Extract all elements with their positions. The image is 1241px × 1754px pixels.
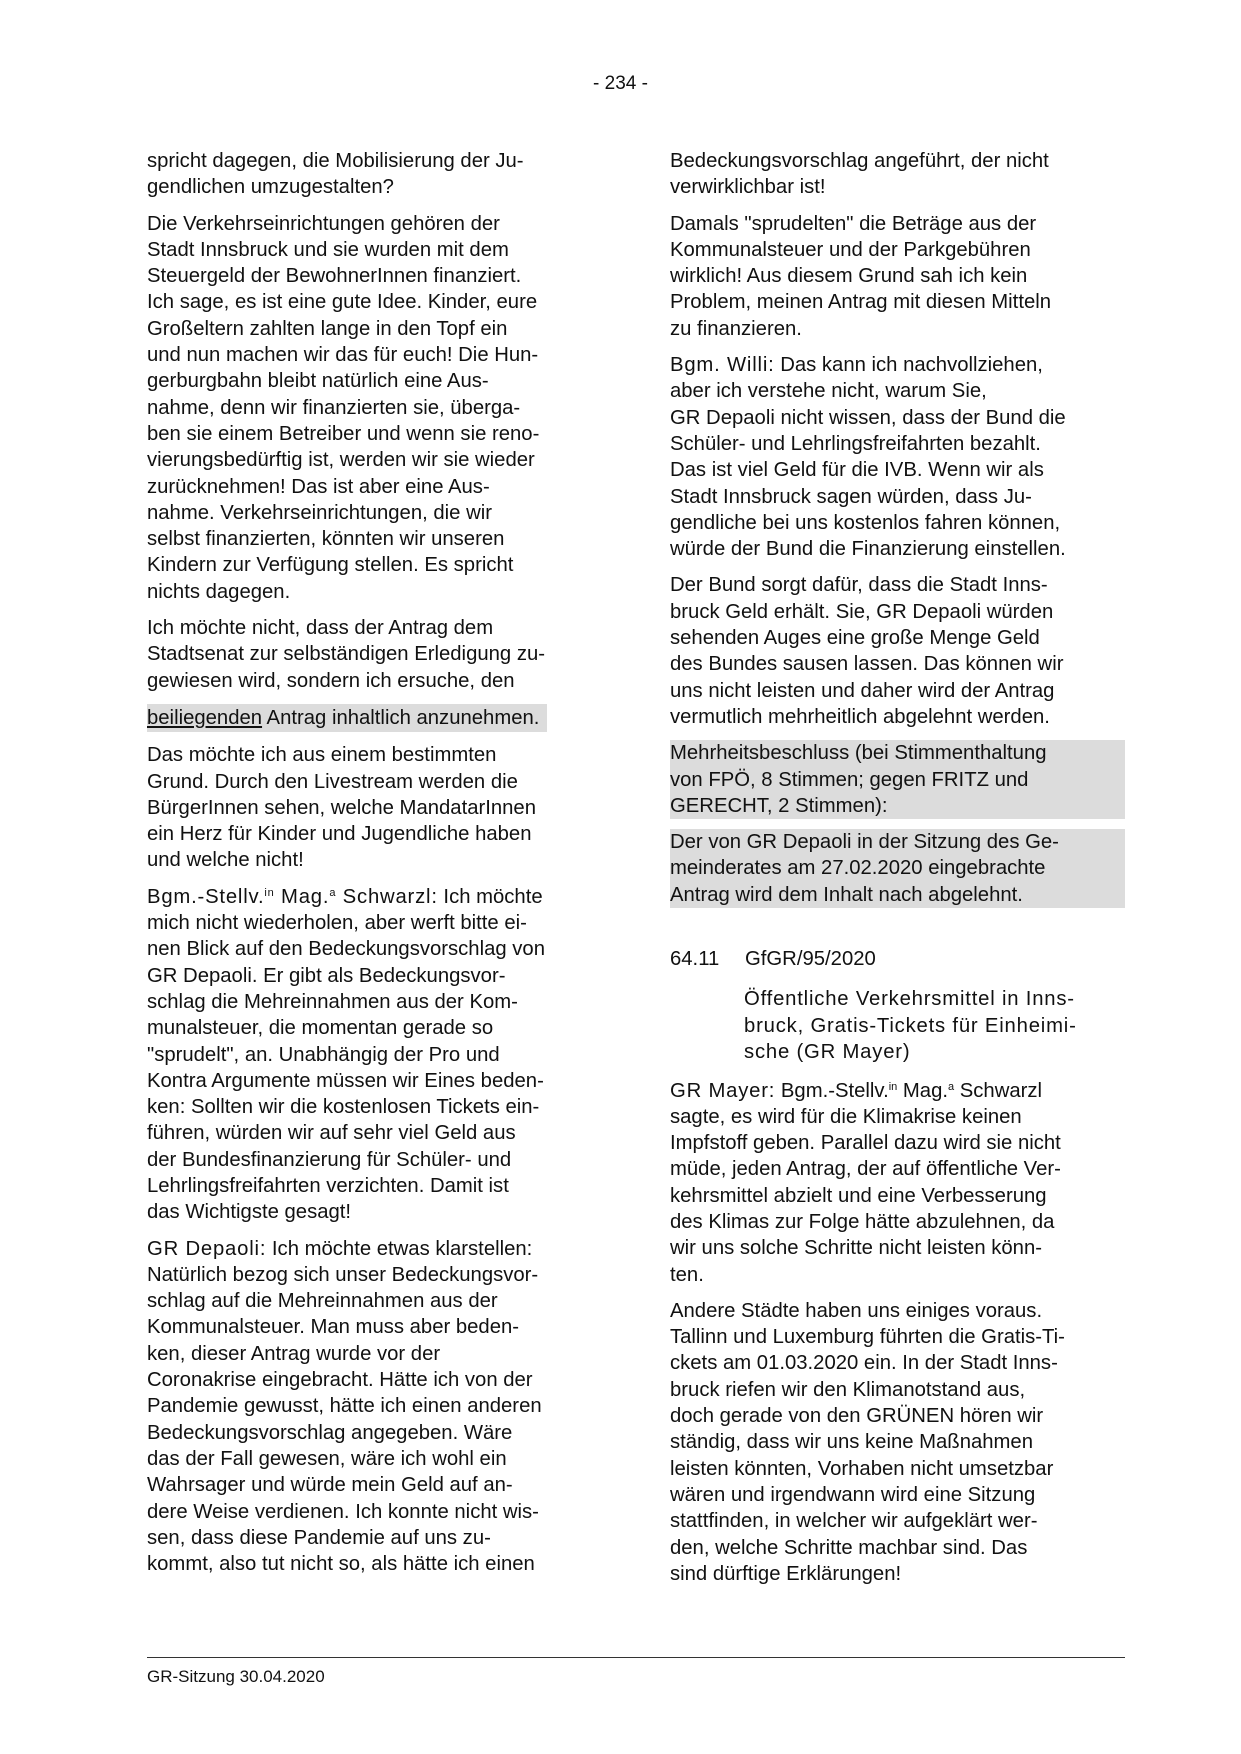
highlighted-motion-line: [147, 704, 597, 732]
paragraph: spricht dagegen, die Mobilisierung der Ju- gendlichen umzugestalten?: [147, 150, 524, 199]
speech-mayer: GR Mayer: Bgm.-Stellv.$^{in}$ Mag.$^a$ Schwarzl sagte, es wird für die Klimakrise keinen Impfstoff geben. Parallel dazu wird sie nicht müde, jeden Antrag, der auf öffentliche Ver- kehrsmittel abzielt und eine Verbesserung des Klimas zur Folge hätte abzulehnen, da wir uns solche Schritte nicht leisten könn- ten.: [670, 1079, 1061, 1286]
paragraph: Das möchte ich aus einem bestimmten Grund. Durch den Livestream werden die BürgerInnen sehen, welche MandatarInnen ein Herz für Kinder und Jugendliche haben und welche nicht!: [147, 744, 536, 872]
paragraph: Andere Städte haben uns einiges voraus. Tallinn und Luxemburg führten die Gratis-Ti- ckets am 01.03.2020 ein. In der Stadt Inns- bruck riefen wir den Klimanotstand aus, doch gerade von den GRÜNEN hören wir ständig, dass wir uns keine Maßnahmen leisten könnten, Vorhaben nicht umsetzbar wären und irgendwann wird eine Sitzung stattfinden, in welcher wir aufgeklärt wer- den, welche Schritte machbar sind. Das sind dürftige Erklärungen!: [670, 1299, 1065, 1585]
speaker-name: GR Mayer:: [670, 1079, 776, 1102]
decision-text: Der von GR Depaoli in der Sitzung des Ge- meinderates am 27.02.2020 eingebrachte Antrag wird dem Inhalt nach abgelehnt.: [670, 829, 1125, 908]
speaker-name: Bgm. Willi:: [670, 354, 775, 377]
speech-text: Das kann ich nachvollziehen,: [774, 354, 1043, 377]
footer-divider: [147, 1657, 1125, 1658]
agenda-code: GfGR/95/2020: [745, 948, 876, 971]
speaker-name: Bgm.-Stellv.$^{in}$ Mag.$^a$ Schwarzl:: [147, 885, 438, 908]
motion-text: Antrag inhaltlich anzunehmen.: [262, 706, 540, 729]
paragraph: Die Verkehrseinrichtungen gehören der Stadt Innsbruck und sie wurden mit dem Steuergeld der BewohnerInnen finanziert. Ich sage, es ist eine gute Idee. Kinder, eure Großeltern zahlten lange in den Topf ein und nun machen wir das für euch! Die Hun- gerburgbahn bleibt natürlich eine Aus- nahme, denn wir finanzierten sie, überga- ben sie einem Betreiber und wenn sie reno- vierungsbedürftig ist, werden wir sie wieder zurücknehmen! Das ist aber eine Aus- nahme. Verkehrseinrichtungen, die wir selbst finanzierten, könnten wir unseren Kindern zur Verfügung stellen. Es spricht nichts dagegen.: [147, 212, 540, 603]
right-column: [670, 148, 1125, 1597]
speech-schwarzl: [147, 884, 597, 1226]
speech-text-lines: Natürlich bezog sich unser Bedeckungsvor- schlag auf die Mehreinnahmen aus der Kommunalsteuer. Man muss aber beden- ken, dieser Antrag wurde vor der Coronakrise eingebracht. Hätte ich von der Pandemie gewusst, hätte ich einen anderen Bedeckungsvorschlag angegeben. Wäre das der Fall gewesen, wäre ich wohl ein Wahrsager und würde mein Geld auf an- dere Weise verdienen. Ich konnte nicht wis- sen, dass diese Pandemie auf uns zu- kommt, also tut nicht so, als hätte ich einen: [147, 1263, 542, 1576]
speech-text: Ich möchte etwas klarstellen:: [266, 1237, 533, 1260]
paragraph: Der Bund sorgt dafür, dass die Stadt Inns- bruck Geld erhält. Sie, GR Depaoli würden sehenden Auges eine große Menge Geld des Bundes sausen lassen. Das können wir uns nicht leisten und daher wird der Antrag vermutlich mehrheitlich abgelehnt werden.: [670, 574, 1064, 728]
speaker-name: GR Depaoli:: [147, 1237, 267, 1260]
speech-depaoli: [147, 1236, 597, 1578]
underlined-word: beiliegenden: [147, 706, 263, 729]
left-column: [147, 148, 597, 1587]
speech-text-lines: aber ich verstehe nicht, warum Sie, GR Depaoli nicht wissen, dass der Bund die Schüler- und Lehrlingsfreifahrten bezahlt. Das ist viel Geld für die IVB. Wenn wir als Stadt Innsbruck sagen würden, dass Ju- gendliche bei uns kostenlos fahren können, würde der Bund die Finanzierung einstellen.: [670, 380, 1066, 561]
speech-text-lines: mich nicht wiederholen, aber werft bitte ei- nen Blick auf den Bedeckungsvorschlag von GR Depaoli. Er gibt als Bedeckungsvor- schlag die Mehreinnahmen aus der Kom- munalsteuer, die momentan gerade so "sprudelt", an. Unabhängig der Pro und Kontra Argumente müssen wir Eines beden- ken: Sollten wir die kostenlosen Tickets ein- führen, würden wir auf sehr viel Geld aus der Bundesfinanzierung für Schüler- und Lehrlingsfreifahrten verzichten. Damit ist das Wichtigste gesagt!: [147, 912, 545, 1224]
speech-willi: [670, 352, 1125, 562]
paragraph: Bedeckungsvorschlag angeführt, der nicht verwirklichbar ist!: [670, 150, 1049, 199]
agenda-title: Öffentliche Verkehrsmittel in Inns- bruck, Gratis-Tickets für Einheimi- sche (GR Mayer): [744, 988, 1077, 1064]
decision-vote-result: Mehrheitsbeschluss (bei Stimmenthaltung von FPÖ, 8 Stimmen; gegen FRITZ und GERECHT, 2 Stimmen):: [670, 740, 1125, 819]
footer-session: GR-Sitzung 30.04.2020: [147, 1667, 325, 1686]
paragraph: Damals "sprudelten" die Beträge aus der Kommunalsteuer und der Parkgebühren wirklich! Aus diesem Grund sah ich kein Problem, meinen Antrag mit diesen Mitteln zu finanzieren.: [670, 212, 1052, 340]
speech-text: Ich möchte: [437, 885, 543, 908]
paragraph: Ich möchte nicht, dass der Antrag dem Stadtsenat zur selbständigen Erledigung zu- gewiesen wird, sondern ich ersuche, den: [147, 617, 545, 692]
agenda-item-header: [670, 946, 1125, 972]
speech-text-lines: sagte, es wird für die Klimakrise keinen Impfstoff geben. Parallel dazu wird sie nicht müde, jeden Antrag, der auf öffentliche Ver- kehrsmittel abzielt und eine Verbesserung des Klimas zur Folge hätte abzulehnen, da wir uns solche Schritte nicht leisten könn- ten.: [670, 1105, 1061, 1286]
agenda-number: 64.11: [670, 948, 720, 971]
page-number: - 234 -: [593, 73, 648, 94]
